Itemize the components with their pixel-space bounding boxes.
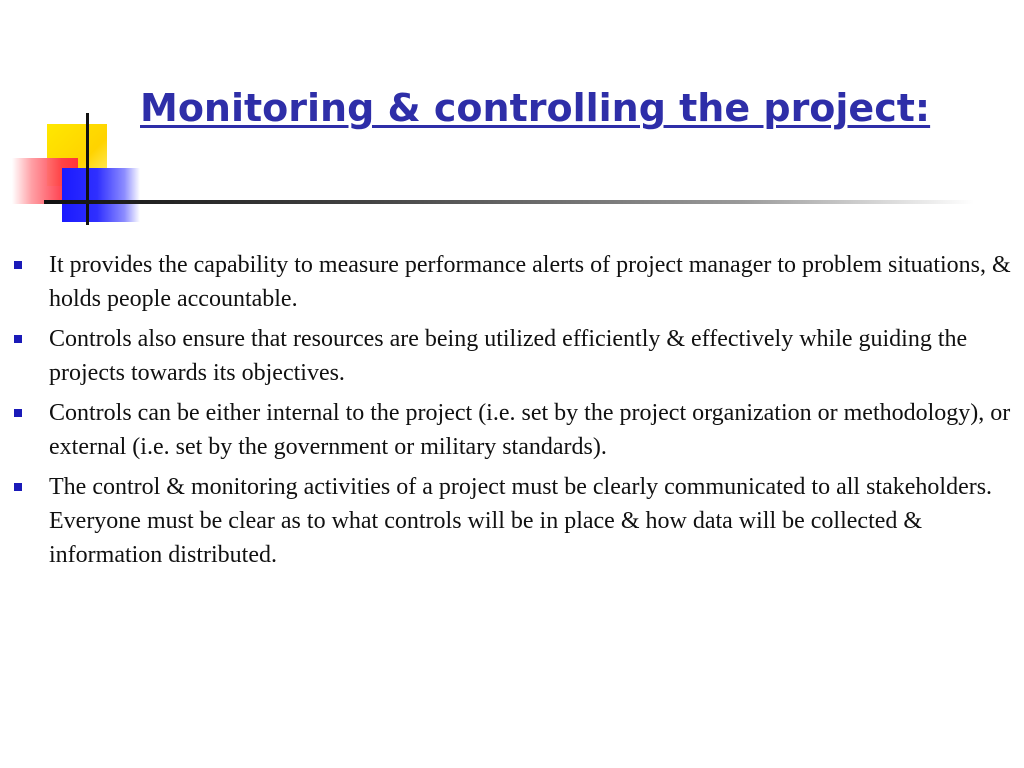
bullet-text: It provides the capability to measure performance alerts of project manager to problem situations, & holds people accountable. (49, 252, 1011, 312)
bullet-text: Controls can be either internal to the project (i.e. set by the project organization or methodology), or external (i.e. set by the government or military standards). (49, 400, 1011, 460)
slide-title: Monitoring & controlling the project: (140, 86, 931, 130)
bullet-item (0, 396, 1024, 464)
bullet-text: The control & monitoring activities of a project must be clearly communicated to all stakeholders. Everyone must be clear as to what controls will be in place & how data will be collected & information distributed. (49, 474, 993, 568)
square-bullet-icon (14, 335, 22, 343)
bullet-item (0, 470, 1024, 572)
vertical-rule (86, 113, 89, 225)
square-bullet-icon (14, 261, 22, 269)
bullet-text: Controls also ensure that resources are being utilized efficiently & effectively while guiding the projects towards its objectives. (49, 326, 968, 386)
title-underline-rule (44, 200, 974, 204)
bullet-item (0, 248, 1024, 316)
square-bullet-icon (14, 409, 22, 417)
blue-square-shape (62, 168, 140, 222)
bullet-list (0, 248, 1024, 578)
square-bullet-icon (14, 483, 22, 491)
bullet-item (0, 322, 1024, 390)
